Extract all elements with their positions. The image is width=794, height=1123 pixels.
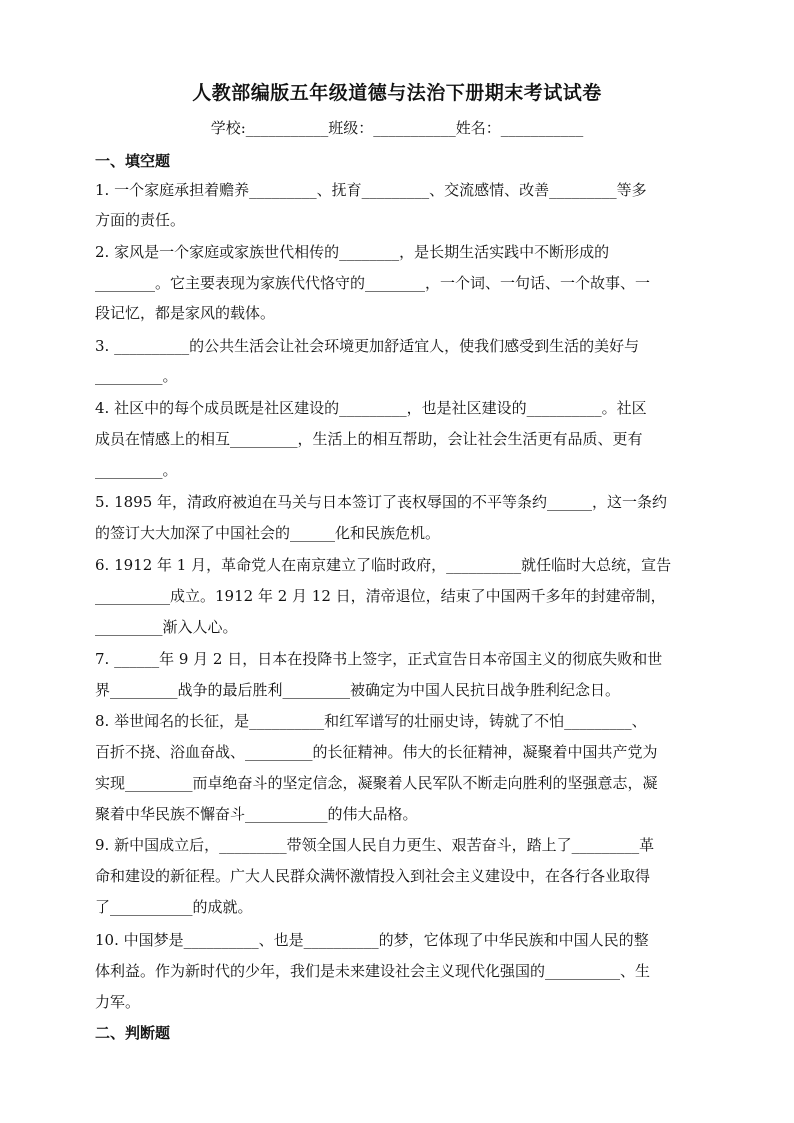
student-info-line: 学校:___________班级：___________姓名：___________ — [210, 119, 584, 137]
question-line: 7. ______年 9 月 2 日，日本在投降书上签字，正式宣告日本帝国主义的彻底失败和世 — [95, 650, 663, 668]
question-line: 2. 家风是一个家庭或家族世代相传的________，是长期生活实践中不断形成的 — [95, 243, 610, 261]
question-line: 5. 1895 年，清政府被迫在马关与日本签订了丧权辱国的不平等条约______，这一条约 — [95, 493, 668, 511]
question-line: _________渐入人心。 — [95, 618, 238, 636]
question-line: 的签订大大加深了中国社会的______化和民族危机。 — [95, 524, 441, 542]
question-line: 4. 社区中的每个成员既是社区建设的_________，也是社区建设的__________。社区 — [95, 399, 647, 417]
question-line: __________成立。1912 年 2 月 12 日，清帝退位，结束了中国两千多年的封建帝制， — [95, 587, 666, 605]
question-line: 6. 1912 年 1 月，革命党人在南京建立了临时政府，__________就任临时大总统，宣告 — [95, 556, 672, 574]
question-line: _________。 — [95, 461, 178, 479]
question-line: 力军。 — [95, 993, 141, 1011]
question-line: 8. 举世闻名的长征，是__________和红军谱写的壮丽史诗，铸就了不怕_________、 — [95, 712, 647, 730]
question-line: 10. 中国梦是__________、也是__________的梦，它体现了中华民族和中国人民的整 — [95, 931, 649, 949]
question-line: _________。 — [95, 367, 178, 385]
question-line: 9. 新中国成立后，_________带领全国人民自力更生、艰苦奋斗，踏上了_________革 — [95, 836, 655, 854]
question-line: 体利益。作为新时代的少年，我们是未来建设社会主义现代化强国的__________、生 — [95, 962, 651, 980]
question-line: 1. 一个家庭承担着赡养_________、抚育_________、交流感情、改善_________等多 — [95, 181, 647, 199]
question-line: 段记忆，都是家风的载体。 — [95, 304, 276, 322]
question-line: 界_________战争的最后胜利_________被确定为中国人民抗日战争胜利纪念日。 — [95, 681, 621, 699]
question-line: 聚着中华民族不懈奋斗___________的伟大品格。 — [95, 805, 418, 823]
section-heading-true-false: 二、判断题 — [95, 1024, 171, 1042]
question-line: 百折不挠、浴血奋战、_________的长征精神。伟大的长征精神，凝聚着中国共产党为 — [95, 743, 658, 761]
question-line: 实现_________而卓绝奋斗的坚定信念，凝聚着人民军队不断走向胜利的坚强意志，凝 — [95, 774, 658, 792]
question-line: 成员在情感上的相互_________，生活上的相互帮助，会让社会生活更有品质、更有 — [95, 430, 643, 448]
page-title: 人教部编版五年级道德与法治下册期末考试试卷 — [192, 82, 602, 104]
question-line: 方面的责任。 — [95, 211, 186, 229]
section-heading-fill-blank: 一、填空题 — [95, 152, 171, 170]
question-line: 命和建设的新征程。广大人民群众满怀激情投入到社会主义建设中，在各行各业取得 — [95, 867, 651, 885]
question-line: ________。它主要表现为家族代代恪守的________，一个词、一句话、一个故事、一 — [95, 274, 651, 292]
question-line: 了___________的成就。 — [95, 898, 253, 916]
question-line: 3. __________的公共生活会让社会环境更加舒适宜人，使我们感受到生活的美好与 — [95, 337, 640, 355]
